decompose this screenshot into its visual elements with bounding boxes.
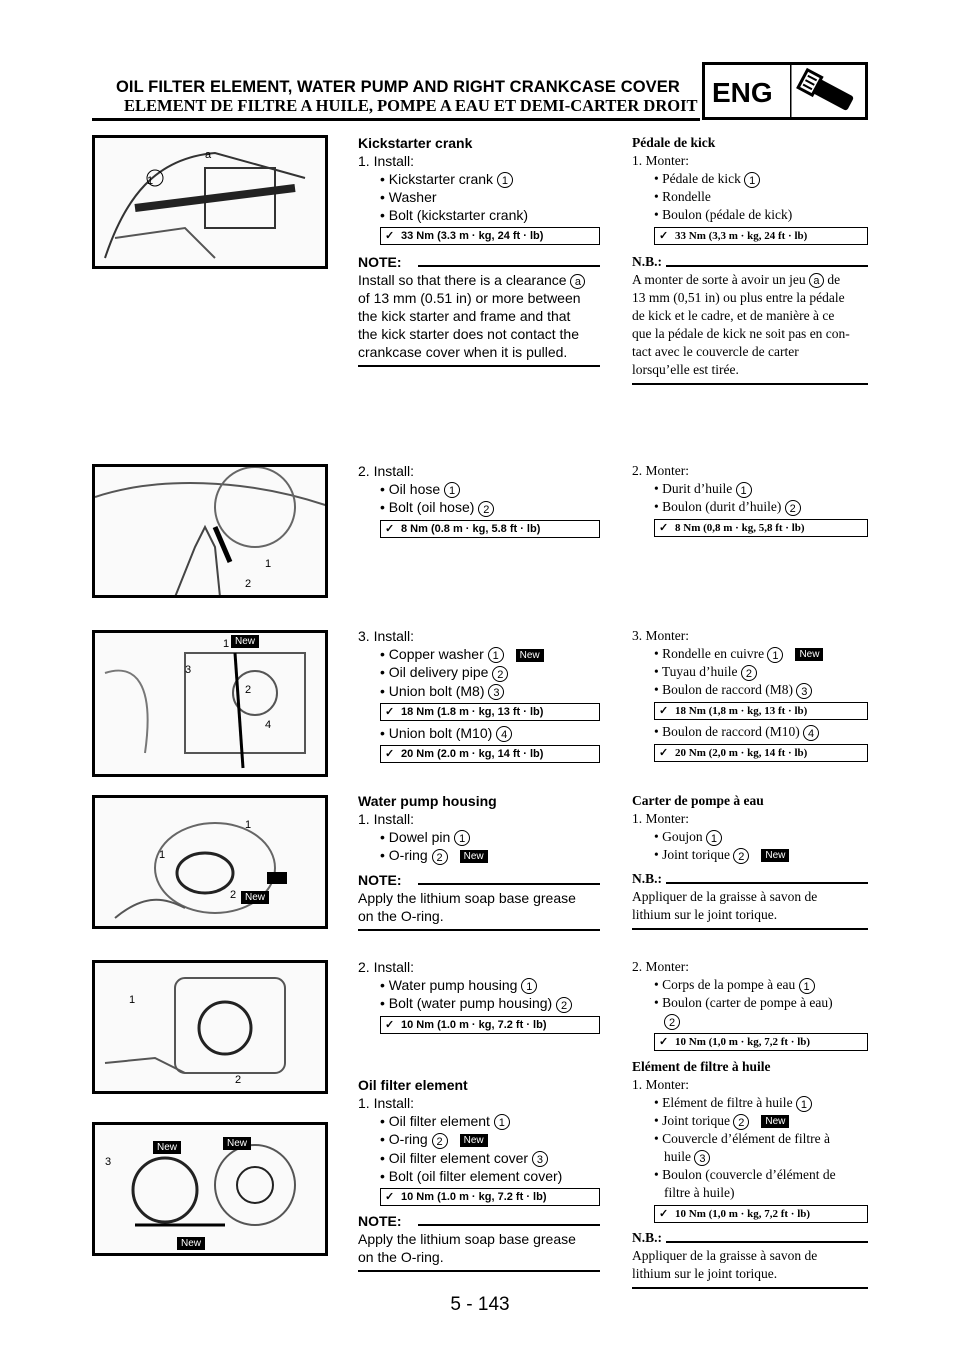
step-label: 3. Monter:	[632, 628, 689, 643]
step-label: 1. Install:	[358, 153, 415, 169]
note-line: que la pédale de kick ne soit pas en con-	[632, 326, 850, 341]
torque-icon: ✓	[385, 230, 395, 243]
svg-text:a: a	[205, 149, 212, 161]
new-badge: New	[153, 1141, 181, 1154]
new-badge: New	[460, 850, 488, 863]
item-cover: Oil filter element cover	[388, 1149, 529, 1166]
svg-text:1: 1	[223, 638, 230, 650]
item-dowel-pin: Dowel pin	[388, 829, 451, 845]
kickstarter-en: Kickstarter crank 1. Install: • Kickstarter crank 1 • Washer • Bolt (kickstarter crank) ✓ 33 Nm (3.3 m · kg, 24 ft · lb) NOTE: Install so that there is a clearance a of 13 mm (0.51 in) or more between the kick starter and frame and that the kick starter does not contact the crankcase cover when it is pulled.	[358, 134, 600, 367]
clearance-marker: a	[809, 273, 824, 288]
torque-spec: ✓ 20 Nm (2.0 m · kg, 14 ft · lb)	[380, 745, 600, 763]
torque-icon: ✓	[385, 748, 395, 761]
item-couvercle-cont: huile	[664, 1149, 691, 1164]
note-line: de kick et le cadre, et de manière à ce	[632, 308, 835, 323]
item-goujon: Goujon	[662, 829, 703, 844]
note-line: of 13 mm (0.51 in) or more between	[358, 290, 581, 307]
note-end-rule	[632, 383, 868, 385]
item-durit: Durit d’huile	[662, 481, 733, 496]
note-end-rule	[358, 365, 600, 367]
section-heading: Kickstarter crank	[358, 135, 473, 151]
torque-icon: ✓	[659, 705, 669, 717]
item-bolt: Bolt (oil hose)	[388, 499, 475, 516]
section-heading: Carter de pompe à eau	[632, 793, 764, 808]
new-badge: New	[241, 891, 269, 904]
note-label: NOTE:	[358, 871, 600, 889]
item-boulon: Boulon (carter de pompe à eau)	[662, 995, 833, 1010]
svg-text:1: 1	[159, 849, 166, 861]
svg-text:3: 3	[105, 1156, 112, 1168]
torque-icon: ✓	[385, 705, 395, 718]
note-label: NOTE:	[358, 1212, 600, 1230]
svg-text:2: 2	[230, 889, 237, 901]
note-line: 13 mm (0,51 in) ou plus entre la pédale	[632, 290, 845, 305]
item-boulon: Boulon (pédale de kick)	[662, 207, 793, 222]
item-tuyau: Tuyau d’huile	[661, 664, 738, 679]
clearance-marker: a	[570, 274, 585, 289]
new-badge: New	[223, 1137, 251, 1150]
svg-text:3: 3	[185, 664, 192, 676]
header-title-en: OIL FILTER ELEMENT, WATER PUMP AND RIGHT CRANKCASE COVER	[116, 78, 680, 96]
torque-spec: ✓ 8 Nm (0.8 m · kg, 5.8 ft · lb)	[380, 520, 600, 538]
note-end-rule	[632, 1287, 868, 1289]
item-boulon-m8: Boulon de raccord (M8)	[662, 682, 793, 697]
item-housing: Water pump housing	[388, 977, 518, 993]
note-line: the kick starter and frame and that	[358, 308, 571, 325]
item-bolt: Bolt (kickstarter crank)	[388, 207, 529, 224]
water-pump-en: Water pump housing 1. Install: • Dowel pin 1 • O-ring 2 New NOTE: Apply the lithium soap base grease on the O-ring.	[358, 792, 600, 931]
item-boulon: Boulon (durit d’huile)	[662, 499, 782, 514]
pump-housing-fr: 2. Monter: • Corps de la pompe à eau 1 • Boulon (carter de pompe à eau) 2 ✓ 10 Nm (1,0 m · kg, 7,2 ft · lb)	[632, 958, 868, 1054]
figure-oil-filter	[92, 1122, 328, 1256]
note-line: tact avec le couvercle de carter	[632, 344, 799, 359]
step-label: 2. Monter:	[632, 959, 689, 974]
new-badge: New	[516, 649, 544, 662]
torque-icon: ✓	[385, 522, 395, 535]
step-label: 1. Monter:	[632, 1077, 689, 1092]
item-copper-washer: Copper washer	[388, 646, 484, 662]
oil-pipe-en: 3. Install: • Copper washer 1 New • Oil delivery pipe 2 • Union bolt (M8) 3 ✓ 18 Nm (1.8 m · kg, 13 ft · lb) • Union bolt (M10) 4 ✓ 20 Nm (2.0 m · kg, 14 ft · lb)	[358, 627, 600, 766]
wrench-icon	[790, 64, 866, 118]
torque-icon: ✓	[659, 747, 669, 759]
item-kickstarter-crank: Kickstarter crank	[388, 171, 494, 187]
note-label: NOTE:	[358, 253, 600, 271]
svg-text:4: 4	[265, 719, 272, 731]
header-title-fr: ELEMENT DE FILTRE A HUILE, POMPE A EAU ET DEMI-CARTER DROIT	[124, 96, 698, 115]
torque-spec: ✓ 33 Nm (3,3 m · kg, 24 ft · lb)	[654, 227, 868, 245]
new-badge: New	[761, 1115, 789, 1128]
item-joint-torique: Joint torique	[662, 1113, 730, 1128]
new-badge: New	[795, 648, 823, 661]
svg-text:1: 1	[147, 175, 154, 187]
item-washer: Washer	[388, 189, 437, 206]
note-line: crankcase cover when it is pulled.	[358, 344, 568, 361]
item-rondelle-cuivre: Rondelle en cuivre	[662, 646, 765, 661]
figure-oil-hose	[92, 464, 328, 598]
oil-pipe-fr: 3. Monter: • Rondelle en cuivre 1 New • Tuyau d’huile 2 • Boulon de raccord (M8) 3 ✓ 18 Nm (1,8 m · kg, 13 ft · lb) • Boulon de raccord (M10) 4 ✓ 20 Nm (2,0 m · kg, 14 ft · lb)	[632, 627, 868, 765]
language-label: ENG	[712, 77, 773, 108]
step-label: 2. Monter:	[632, 463, 689, 478]
pump-housing-en: 2. Install: • Water pump housing 1 • Bolt (water pump housing) 2 ✓ 10 Nm (1.0 m · kg, 7.2 ft · lb)	[358, 958, 600, 1037]
note-line: the kick starter does not contact the	[358, 326, 580, 343]
item-oil-pipe: Oil delivery pipe	[388, 664, 489, 681]
torque-spec: ✓ 10 Nm (1,0 m · kg, 7,2 ft · lb)	[654, 1033, 868, 1051]
note-line: Appliquer de la graisse à savon de	[632, 889, 818, 904]
torque-spec: ✓ 18 Nm (1,8 m · kg, 13 ft · lb)	[654, 702, 868, 720]
torque-icon: ✓	[385, 1018, 395, 1031]
new-badge: New	[231, 635, 259, 648]
new-badge: New	[177, 1237, 205, 1250]
note-line: lorsqu’elle est tirée.	[632, 362, 739, 377]
oil-filter-fr: Elément de filtre à huile 1. Monter: • Elément de filtre à huile 1 • Joint torique 2 New • Couvercle d’élément de filtre à huile 3 • Boulon (couvercle d’élément de filtre à huile) ✓ 10 Nm (1,0 m · kg, 7,2 ft · lb) N.B.: Appliquer de la graisse à savon de lithium sur le joint torique.	[632, 1058, 868, 1289]
new-badge: New	[761, 849, 789, 862]
torque-spec: ✓ 20 Nm (2,0 m · kg, 14 ft · lb)	[654, 744, 868, 762]
item-boulon: Boulon (couvercle d’élément de	[662, 1167, 836, 1182]
figure-water-pump-dowel	[92, 795, 328, 929]
item-boulon-m10: Boulon de raccord (M10)	[662, 724, 800, 739]
item-boulon-cont: filtre à huile)	[664, 1185, 735, 1200]
note-label: N.B.:	[632, 870, 868, 888]
item-oil-hose: Oil hose	[388, 481, 441, 497]
svg-text:2: 2	[245, 684, 252, 696]
step-label: 1. Install:	[358, 1095, 415, 1111]
item-bolt: Bolt (oil filter element cover)	[388, 1167, 563, 1184]
step-label: 1. Install:	[358, 811, 415, 827]
svg-text:2: 2	[235, 1074, 242, 1086]
torque-icon: ✓	[385, 1190, 395, 1203]
section-heading: Elément de filtre à huile	[632, 1059, 771, 1074]
step-label: 1. Monter:	[632, 811, 689, 826]
section-heading: Water pump housing	[358, 793, 497, 809]
section-heading: Pédale de kick	[632, 135, 716, 150]
item-bolt: Bolt (water pump housing)	[388, 995, 553, 1012]
item-joint-torique: Joint torique	[662, 847, 730, 862]
oil-filter-en: Oil filter element 1. Install: • Oil filter element 1 • O-ring 2 New • Oil filter element cover 3 • Bolt (oil filter element cover) ✓ 10 Nm (1.0 m · kg, 7.2 ft · lb) NOTE: Apply the lithium soap base grease on the O-ring.	[358, 1076, 600, 1272]
step-label: 1. Monter:	[632, 153, 689, 168]
page-number: 5 - 143	[450, 1294, 510, 1315]
oil-hose-en: 2. Install: • Oil hose 1 • Bolt (oil hose) 2 ✓ 8 Nm (0.8 m · kg, 5.8 ft · lb)	[358, 462, 600, 541]
torque-icon: ✓	[659, 522, 669, 534]
torque-icon: ✓	[659, 230, 669, 242]
note-end-rule	[358, 929, 600, 931]
new-badge: New	[460, 1134, 488, 1147]
water-pump-fr: Carter de pompe à eau 1. Monter: • Goujon 1 • Joint torique 2 New N.B.: Appliquer de la graisse à savon de lithium sur le joint torique.	[632, 792, 868, 930]
step-label: 2. Install:	[358, 463, 415, 479]
item-union-bolt-m8: Union bolt (M8)	[388, 682, 485, 699]
svg-text:1: 1	[265, 558, 272, 570]
note-end-rule	[632, 928, 868, 930]
item-corps: Corps de la pompe à eau	[662, 977, 796, 992]
note-label: N.B.:	[632, 1229, 868, 1247]
torque-spec: ✓ 10 Nm (1.0 m · kg, 7.2 ft · lb)	[380, 1016, 600, 1034]
torque-spec: ✓ 10 Nm (1,0 m · kg, 7,2 ft · lb)	[654, 1205, 868, 1223]
item-union-bolt-m10: Union bolt (M10)	[388, 724, 493, 741]
item-element: Elément de filtre à huile	[662, 1095, 793, 1110]
item-couvercle: Couvercle d’élément de filtre à	[662, 1131, 831, 1146]
note-end-rule	[358, 1270, 600, 1272]
item-filter: Oil filter element	[388, 1113, 490, 1129]
svg-text:1: 1	[129, 994, 136, 1006]
note-line: lithium sur le joint torique.	[632, 1266, 778, 1281]
figure-oil-delivery-pipe	[92, 630, 328, 777]
torque-spec: ✓ 8 Nm (0,8 m · kg, 5,8 ft · lb)	[654, 519, 868, 537]
oil-hose-fr: 2. Monter: • Durit d’huile 1 • Boulon (durit d’huile) 2 ✓ 8 Nm (0,8 m · kg, 5,8 ft · lb)	[632, 462, 868, 540]
figure-kickstarter	[92, 135, 328, 269]
torque-spec: ✓ 18 Nm (1.8 m · kg, 13 ft · lb)	[380, 703, 600, 721]
figure-water-pump-housing	[92, 960, 328, 1094]
svg-text:1: 1	[245, 819, 252, 831]
step-label: 3. Install:	[358, 628, 415, 644]
item-o-ring: O-ring	[388, 847, 428, 864]
kickstarter-fr: Pédale de kick 1. Monter: • Pédale de kick 1 • Rondelle • Boulon (pédale de kick) ✓ 33 Nm (3,3 m · kg, 24 ft · lb) N.B.: A monter de sorte à avoir un jeu a de 13 mm (0,51 in) ou plus entre la pédale de kick et le cadre, et de manière à ce que la pédale de kick ne soit pas en con- tact avec le couvercle de carter lorsqu’elle est tirée.	[632, 134, 868, 385]
note-line: A monter de sorte à avoir un jeu a de	[632, 272, 841, 288]
svg-text:2: 2	[245, 578, 252, 590]
step-label: 2. Install:	[358, 959, 415, 975]
note-label: N.B.:	[632, 253, 868, 271]
item-pedale: Pédale de kick	[662, 171, 741, 186]
note-line: on the O-ring.	[358, 1248, 444, 1265]
note-line: Apply the lithium soap base grease	[358, 889, 576, 906]
section-heading: Oil filter element	[358, 1077, 468, 1093]
header-rule	[92, 118, 700, 121]
note-line: Appliquer de la graisse à savon de	[632, 1248, 818, 1263]
item-rondelle: Rondelle	[662, 189, 711, 204]
note-line: Install so that there is a clearance a	[358, 271, 600, 289]
torque-icon: ✓	[659, 1208, 669, 1220]
torque-spec: ✓ 10 Nm (1.0 m · kg, 7.2 ft · lb)	[380, 1188, 600, 1206]
note-line: lithium sur le joint torique.	[632, 907, 778, 922]
torque-icon: ✓	[659, 1036, 669, 1048]
item-o-ring: O-ring	[388, 1131, 428, 1148]
torque-spec: ✓ 33 Nm (3.3 m · kg, 24 ft · lb)	[380, 227, 600, 245]
note-line: Apply the lithium soap base grease	[358, 1230, 576, 1247]
note-line: on the O-ring.	[358, 907, 444, 924]
